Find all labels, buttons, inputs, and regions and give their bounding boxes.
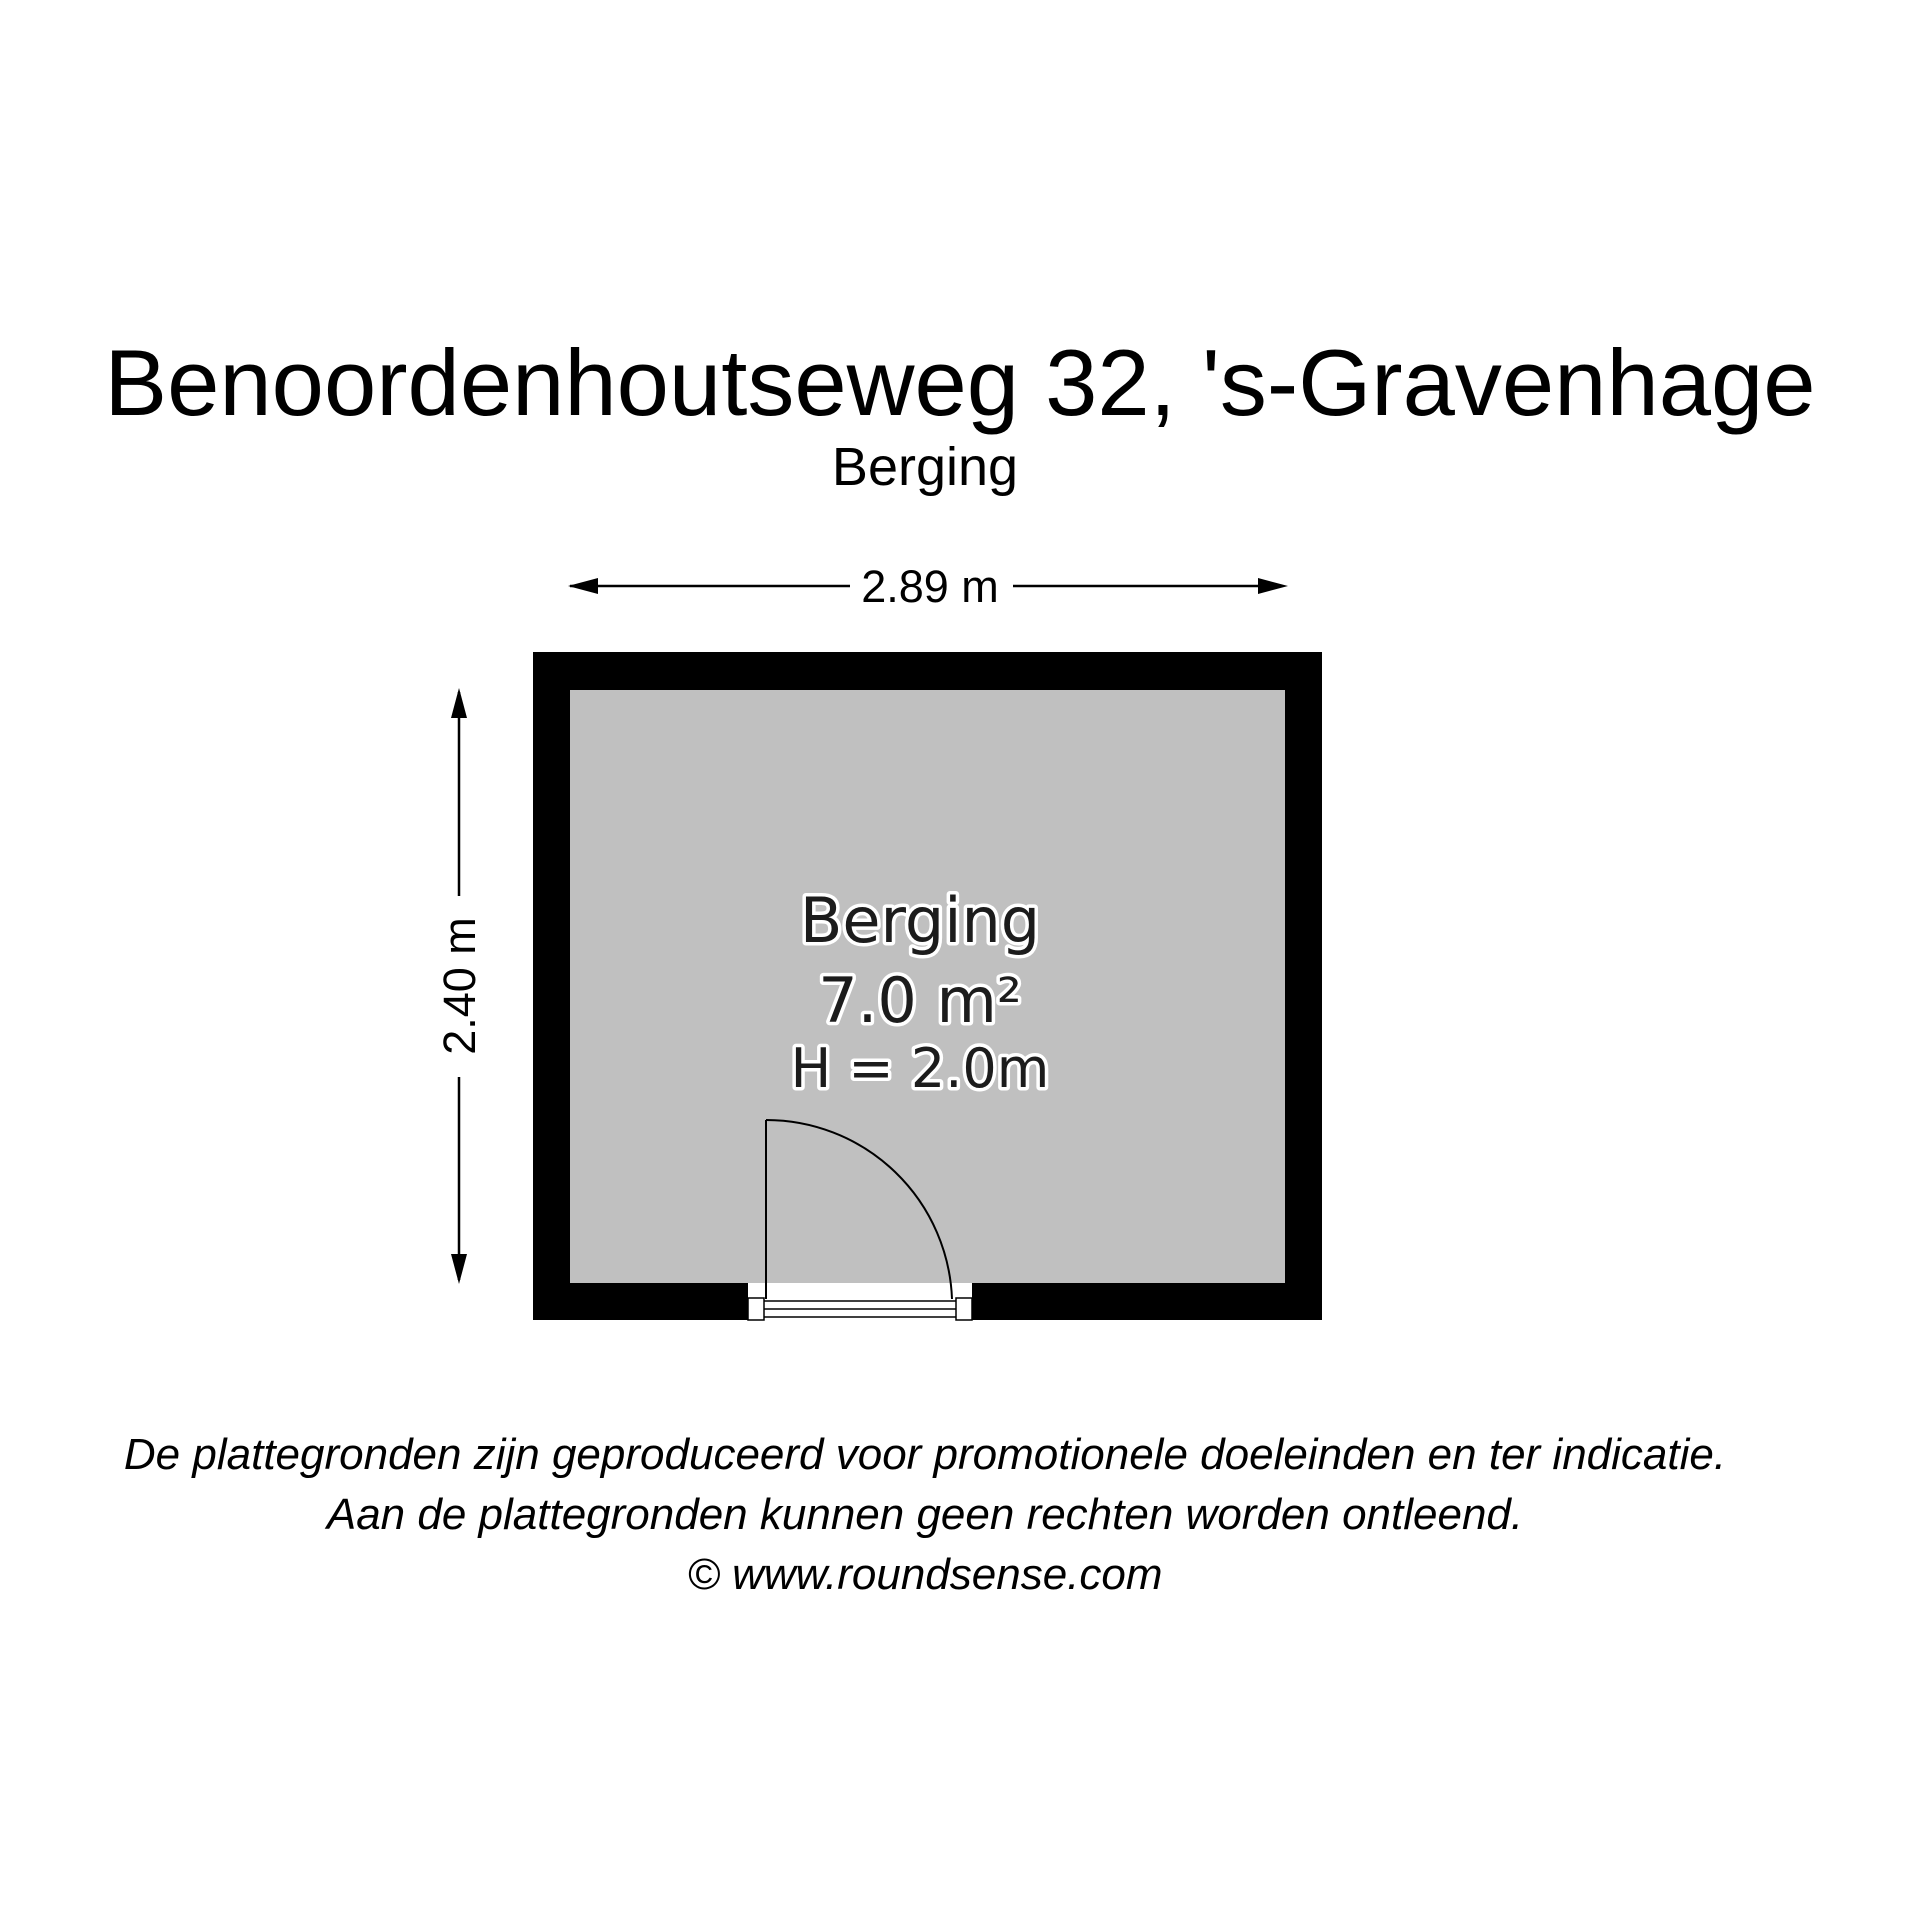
floorplan-title: Benoordenhoutseweg 32, 's-Gravenhage (104, 330, 1816, 435)
room-area: 7.0 m² (818, 964, 1022, 1037)
room-name: Berging (799, 884, 1041, 957)
room-height: H = 2.0m (790, 1037, 1050, 1100)
copyright-line: © www.roundsense.com (687, 1550, 1163, 1599)
height-dimension-label: 2.40 m (434, 917, 485, 1055)
width-arrow-right (1258, 578, 1288, 594)
door-frame-right (956, 1298, 972, 1320)
disclaimer-line-2: Aan de plattegronden kunnen geen rechten worden ontleend. (326, 1490, 1524, 1539)
door-frame-left (748, 1298, 764, 1320)
width-arrow-left (568, 578, 598, 594)
width-dimension-label: 2.89 m (861, 561, 999, 612)
width-dimension (568, 561, 1288, 612)
wall-bottom-right (972, 1283, 1096, 1320)
height-dimension (434, 688, 485, 1284)
room-label (791, 884, 1050, 1100)
height-arrow-bottom (451, 1254, 467, 1284)
disclaimer-line-1: De plattegronden zijn geproduceerd voor promotionele doeleinden en ter indicatie. (123, 1430, 1727, 1479)
wall-bottom-right-thin (1096, 1283, 1285, 1320)
floorplan-subtitle: Berging (831, 437, 1019, 497)
height-arrow-top (451, 688, 467, 718)
